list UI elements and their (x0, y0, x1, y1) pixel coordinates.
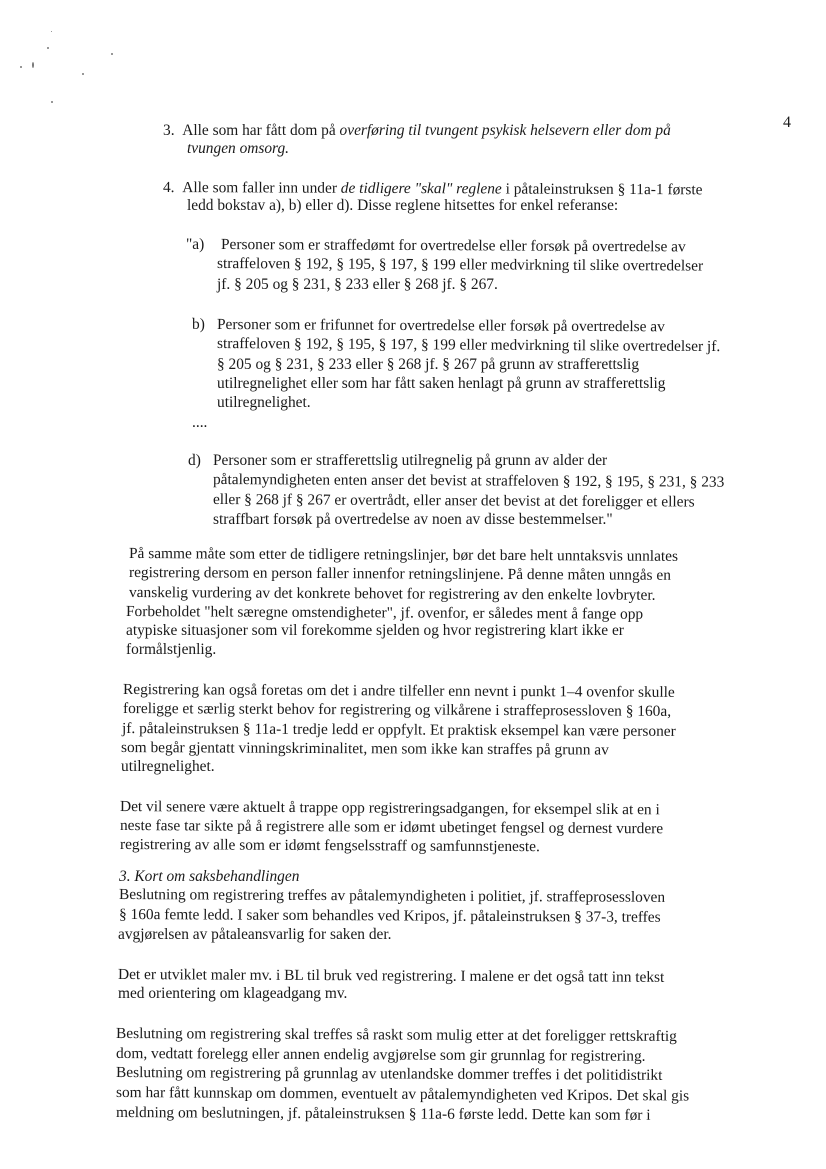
paragraph-line: atypiske situasjoner som vil forekomme sjelden og hvor registrering klart ikke er (126, 622, 624, 639)
paragraph-line: neste fase tar sikte på å registrere alle som er idømt ubetinget fengsel og dernest vurdere (119, 817, 664, 838)
paragraph-line: Beslutning om registrering skal treffes så raskt som mulig etter at det foreligger rettskraftig (115, 1025, 677, 1045)
list-item-4-line1: 4. Alle som faller inn under de tidligere "skal" reglene i påtaleinstruksen § 11a-1 første (162, 179, 703, 199)
quote-d-line: eller § 268 jf § 267 er overtrådt, eller anser det bevist at det foreligger et ellers (212, 491, 695, 511)
paragraph-line: meldning om beslutningen, jf. påtaleinstruksen § 11a-6 første ledd. Dette kan som før i (115, 1104, 651, 1124)
quote-b-line: § 205 og § 231, § 233 eller § 268 jf. § 267 på grunn av strafferettslig (217, 356, 640, 373)
quote-d-line: straffbart forsøk på overtredelse av noen av disse bestemmelser." (213, 511, 613, 528)
paragraph-line: Det er utviklet maler mv. i BL til bruk ved registrering. I malene er det også tatt inn tekst (117, 966, 665, 986)
paragraph-line: På samme måte som etter de tidligere retningslinjer, bør det bare helt unntaksvis unnlates (128, 545, 679, 565)
quote-a-line: Personer som er straffedømt for overtredelse eller forsøk på overtredelse av (220, 236, 686, 256)
quote-a-line: straffeloven § 192, § 195, § 197, § 199 eller medvirkning til slike overtredelser (216, 255, 704, 275)
quote-ellipsis: .... (192, 414, 208, 431)
list-item-3-line2: tvungen omsorg. (187, 140, 290, 157)
paragraph-line: avgjørelsen av påtaleansvarlig for saken der. (118, 926, 392, 943)
paragraph-line: § 160a femte ledd. I saker som behandles ved Kripos, jf. påtaleinstruksen § 37-3, treffes (118, 906, 661, 926)
list-item-4-line2: ledd bokstav a), b) eller d). Disse reglene hitsettes for enkel referanse: (187, 197, 619, 214)
page-number: 4 (783, 114, 791, 131)
quote-b-line: straffeloven § 192, § 195, § 197, § 199 eller medvirkning til slike overtredelser jf. (216, 335, 721, 356)
paragraph-line: vanskelig vurdering av det konkrete behovet for registrering av den enkelte lovbryter. (128, 584, 656, 604)
quote-d-line: påtalemyndigheten enten anser det bevist at straffeloven § 192, § 195, § 231, § 233 (212, 471, 725, 491)
paragraph-line: som har fått kunnskap om dommen, eventuelt av påtalemyndigheten ved Kripos. Det skal gis (115, 1084, 690, 1105)
paragraph-line: Forbeholdet "helt særegne omstendigheter", jf. ovenfor, er således ment å fange opp (125, 603, 644, 623)
paragraph-line: formålstjenlig. (126, 641, 217, 658)
paragraph-line: foreligge et særlig sterkt behov for registrering og vilkårene i straffeprosessloven § 160a, (122, 700, 672, 720)
quote-b-line: utilregnelighet eller som har fått saken henlagt på grunn av strafferettslig (217, 375, 666, 392)
quote-d-line: Personer som er strafferettslig utilregnelig på grunn av alder der (213, 452, 608, 469)
section-heading: 3. Kort om saksbehandlingen (119, 868, 300, 885)
paragraph-line: Beslutning om registrering på grunnlag av utenlandske dommer treffes i det politidistrikt (115, 1064, 663, 1084)
quote-b-line: utilregnelighet. (217, 394, 311, 411)
quote-d-marker: d) (188, 452, 201, 469)
quote-b-line: Personer som er frifunnet for overtredelse eller forsøk på overtredelse av (216, 316, 665, 336)
paragraph-line: Registrering kan også foretas om det i andre tilfeller enn nevnt i punkt 1–4 ovenfor skulle (122, 681, 675, 701)
list-marker: 4. (162, 179, 175, 197)
quote-a-marker: "a) (186, 236, 205, 253)
paragraph-line: med orientering om klageadgang mv. (118, 985, 348, 1002)
quote-a-line: jf. § 205 og § 231, § 233 eller § 268 jf. § 267. (217, 276, 498, 293)
quote-b-marker: b) (192, 316, 205, 333)
paragraph-line: jf. påtaleinstruksen § 11a-1 tredje ledd er oppfylt. Et praktisk eksempel kan være personer (121, 720, 676, 740)
paragraph-line: utilregnelighet. (121, 758, 215, 775)
paragraph-line: registrering av alle som er idømt fengselsstraff og samfunnstjeneste. (119, 836, 540, 856)
paragraph-line: dom, vedtatt forelegg eller annen endelig avgjørelse som gir grunnlag for registrering. (115, 1045, 646, 1065)
paragraph-line: Det vil senere være aktuelt å trappe opp registreringsadgangen, for eksempel slik at en i (119, 798, 660, 819)
paragraph-line: registrering dersom en person faller innenfor retningslinjene. På denne måten unngås en (128, 564, 671, 584)
paragraph-line: som begår gjentatt vinningskriminalitet, men som ikke kan straffes på grunn av (120, 739, 609, 759)
paragraph-line: Beslutning om registrering treffes av påtalemyndigheten i politiet, jf. straffeprosessloven (118, 886, 666, 906)
list-item-3-line1: 3. Alle som har fått dom på overføring til tvungent psykisk helsevern eller dom på (163, 122, 671, 139)
list-marker: 3. (163, 122, 175, 139)
